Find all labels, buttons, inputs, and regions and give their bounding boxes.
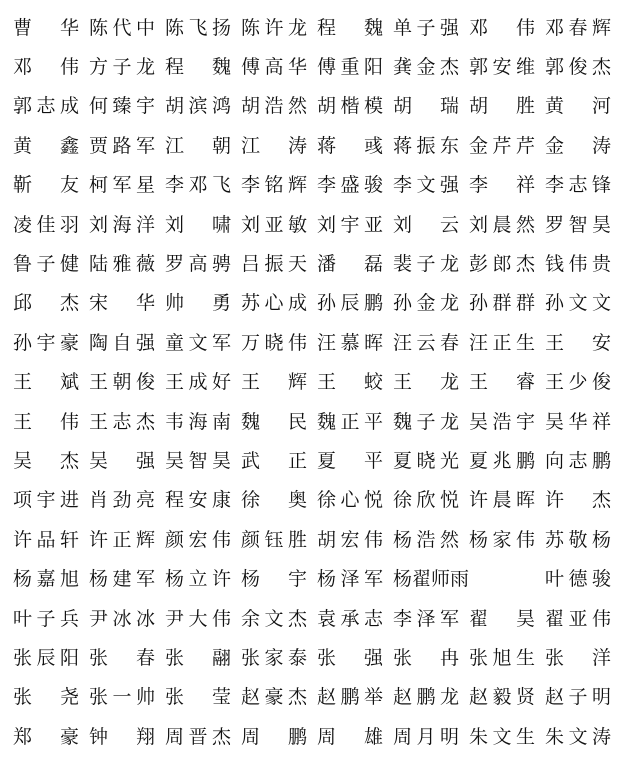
name-cell: 王 蛟: [317, 371, 383, 394]
name-cell: 刘晨然: [469, 213, 535, 236]
name-cell: 王 睿: [469, 371, 535, 394]
name-grid: [8, 8, 616, 756]
name-cell: 胡楷模: [317, 95, 383, 118]
name-cell: 程安康: [165, 489, 231, 512]
name-cell: 宋 华: [89, 292, 155, 315]
name-cell: 万晓伟: [241, 331, 307, 354]
name-cell: 杨浩然: [393, 528, 459, 551]
name-cell: 袁承志: [317, 607, 383, 630]
name-row: [8, 402, 616, 441]
name-cell: 王成好: [165, 371, 231, 394]
name-cell: 叶德骏: [545, 568, 611, 591]
name-cell: 吴浩宇: [469, 410, 535, 433]
name-cell: 项宇进: [13, 489, 79, 512]
name-cell: 孙群群: [469, 292, 535, 315]
name-cell: 黄 鑫: [13, 134, 79, 157]
name-row: [8, 87, 616, 126]
name-row: [8, 599, 616, 638]
name-cell: 徐心悦: [317, 489, 383, 512]
name-cell: 郭安维: [469, 56, 535, 79]
name-cell: 李铭辉: [241, 174, 307, 197]
name-row: [8, 481, 616, 520]
name-cell: 许 杰: [545, 489, 611, 512]
name-cell: 李泽军: [393, 607, 459, 630]
name-cell: 彭郎杰: [469, 253, 535, 276]
name-cell: 刘 啸: [165, 213, 231, 236]
name-cell: 赵鹏举: [317, 686, 383, 709]
name-cell: 赵豪杰: [241, 686, 307, 709]
name-row: [8, 126, 616, 165]
name-cell: 苏心成: [241, 292, 307, 315]
name-cell: 潘 磊: [317, 253, 383, 276]
name-cell: 魏 民: [241, 410, 307, 433]
name-cell: 翟亚伟: [545, 607, 611, 630]
name-cell: 郭俊杰: [545, 56, 611, 79]
name-cell: 魏正平: [317, 410, 383, 433]
name-cell: 杨建军: [89, 568, 155, 591]
name-cell: 李盛骏: [317, 174, 383, 197]
name-cell: 王 安: [545, 331, 611, 354]
name-cell: 胡 胜: [469, 95, 535, 118]
name-cell: 赵毅贤: [469, 686, 535, 709]
name-cell: 傅重阳: [317, 56, 383, 79]
name-cell: 张家泰: [241, 646, 307, 669]
name-cell: 童文军: [165, 331, 231, 354]
name-cell: 武 正: [241, 449, 307, 472]
name-cell: 刘海洋: [89, 213, 155, 236]
name-cell: 邱 杰: [13, 292, 79, 315]
name-cell: 张旭生: [469, 646, 535, 669]
name-cell: 邓 伟: [469, 16, 535, 39]
name-cell: 李文强: [393, 174, 459, 197]
name-cell: 吕振天: [241, 253, 307, 276]
name-row: [8, 244, 616, 283]
name-cell: 邓 伟: [13, 56, 79, 79]
name-cell: 李志锋: [545, 174, 611, 197]
name-cell: 张 冉: [393, 646, 459, 669]
name-cell: 夏 平: [317, 449, 383, 472]
name-cell: 杨翟师雨: [393, 568, 470, 591]
name-cell: 孙金龙: [393, 292, 459, 315]
name-cell: 罗高骋: [165, 253, 231, 276]
name-row: [8, 47, 616, 86]
name-cell: 赵鹏龙: [393, 686, 459, 709]
name-cell: 陈飞扬: [165, 16, 231, 39]
name-row: [8, 441, 616, 480]
name-row: [8, 520, 616, 559]
name-cell: 刘宇亚: [317, 213, 383, 236]
name-cell: 柯军星: [89, 174, 155, 197]
name-cell: 吴 强: [89, 449, 155, 472]
name-cell: 杨家伟: [469, 528, 535, 551]
name-cell: 方子龙: [89, 56, 155, 79]
name-cell: 江 朝: [165, 134, 231, 157]
name-cell: 蒋振东: [393, 134, 459, 157]
name-cell: 张 莹: [165, 686, 231, 709]
name-cell: 韦海南: [165, 410, 231, 433]
name-row: [8, 284, 616, 323]
name-cell: 周晋杰: [165, 725, 231, 748]
name-cell: 吴 杰: [13, 449, 79, 472]
name-cell: 颜宏伟: [165, 528, 231, 551]
name-cell: 张 翮: [165, 646, 231, 669]
name-cell: 夏兆鹏: [469, 449, 535, 472]
name-cell: 孙文文: [545, 292, 611, 315]
name-row: [8, 638, 616, 677]
name-cell: 周 雄: [317, 725, 383, 748]
name-cell: 夏晓光: [393, 449, 459, 472]
name-cell: 胡浩然: [241, 95, 307, 118]
name-cell: 黄 河: [545, 95, 611, 118]
name-cell: 金 涛: [545, 134, 611, 157]
name-cell: 程 魏: [317, 16, 383, 39]
name-cell: 王少俊: [545, 371, 611, 394]
name-cell: 裴子龙: [393, 253, 459, 276]
name-cell: 杨立许: [165, 568, 231, 591]
name-cell: 胡 瑞: [393, 95, 459, 118]
name-cell: 汪正生: [469, 331, 535, 354]
name-cell: 孙辰鹏: [317, 292, 383, 315]
name-cell: 张 强: [317, 646, 383, 669]
name-cell: 汪云春: [393, 331, 459, 354]
name-cell: 王朝俊: [89, 371, 155, 394]
name-cell: 吴智昊: [165, 449, 231, 472]
name-cell: 翟 昊: [469, 607, 535, 630]
name-cell: 周月明: [393, 725, 459, 748]
name-cell: 尹大伟: [165, 607, 231, 630]
name-cell: 单子强: [393, 16, 459, 39]
name-cell: 张一帅: [89, 686, 155, 709]
name-row: [8, 323, 616, 362]
name-cell: 刘亚敏: [241, 213, 307, 236]
name-cell: 江 涛: [241, 134, 307, 157]
name-cell: 陆雅薇: [89, 253, 155, 276]
name-cell: 贾路军: [89, 134, 155, 157]
name-cell: 傅高华: [241, 56, 307, 79]
name-row: [8, 205, 616, 244]
name-cell: 余文杰: [241, 607, 307, 630]
name-cell: 钟 翔: [89, 725, 155, 748]
name-cell: 罗智昊: [545, 213, 611, 236]
name-cell: 帅 勇: [165, 292, 231, 315]
name-cell: 靳 友: [13, 174, 79, 197]
name-cell: 王 辉: [241, 371, 307, 394]
name-cell: 朱文生: [469, 725, 535, 748]
name-cell: 尹冰冰: [89, 607, 155, 630]
name-cell: 杨嘉旭: [13, 568, 79, 591]
name-cell: 郭志成: [13, 95, 79, 118]
name-row: [8, 678, 616, 717]
name-cell: 许晨晖: [469, 489, 535, 512]
name-row: [8, 8, 616, 47]
name-cell: 鲁子健: [13, 253, 79, 276]
name-cell: 向志鹏: [545, 449, 611, 472]
name-cell: 李邓飞: [165, 174, 231, 197]
name-cell: 许正辉: [89, 528, 155, 551]
name-cell: 凌佳羽: [13, 213, 79, 236]
name-cell: 肖劲亮: [89, 489, 155, 512]
name-cell: 李 祥: [469, 174, 535, 197]
name-cell: 刘 云: [393, 213, 459, 236]
name-cell: 许品轩: [13, 528, 79, 551]
name-cell: 龚金杰: [393, 56, 459, 79]
name-row: [8, 363, 616, 402]
name-cell: 胡宏伟: [317, 528, 383, 551]
name-cell: 赵子明: [545, 686, 611, 709]
name-cell: 蒋 彧: [317, 134, 383, 157]
name-cell: 汪慕晖: [317, 331, 383, 354]
name-cell: 金芹芹: [469, 134, 535, 157]
name-cell: 颜钰胜: [241, 528, 307, 551]
name-cell: 王 斌: [13, 371, 79, 394]
name-cell: 程 魏: [165, 56, 231, 79]
name-cell: 杨 宇: [241, 568, 307, 591]
name-cell: 曹 华: [13, 16, 79, 39]
name-cell: 徐欣悦: [393, 489, 459, 512]
name-cell: 王 伟: [13, 410, 79, 433]
name-cell: 王志杰: [89, 410, 155, 433]
name-cell: 陶自强: [89, 331, 155, 354]
name-cell: 陈许龙: [241, 16, 307, 39]
name-row: [8, 717, 616, 756]
name-cell: 钱伟贵: [545, 253, 611, 276]
name-cell: 魏子龙: [393, 410, 459, 433]
name-cell: 杨泽军: [317, 568, 383, 591]
name-cell: 吴华祥: [545, 410, 611, 433]
name-row: [8, 559, 616, 598]
name-cell: 张 春: [89, 646, 155, 669]
name-cell: 孙宇豪: [13, 331, 79, 354]
name-cell: 张 尧: [13, 686, 79, 709]
name-cell: 陈代中: [89, 16, 155, 39]
name-cell: 王 龙: [393, 371, 459, 394]
name-cell: 周 鹏: [241, 725, 307, 748]
name-cell: 苏敬杨: [545, 528, 611, 551]
name-cell: 何臻宇: [89, 95, 155, 118]
name-cell: 朱文涛: [545, 725, 611, 748]
name-cell: 张 洋: [545, 646, 611, 669]
name-cell: 叶子兵: [13, 607, 79, 630]
name-cell: 邓春辉: [545, 16, 611, 39]
name-cell: 徐 奥: [241, 489, 307, 512]
name-row: [8, 166, 616, 205]
name-cell: 郑 豪: [13, 725, 79, 748]
name-cell: 张辰阳: [13, 646, 79, 669]
name-cell: 胡滨鸿: [165, 95, 231, 118]
